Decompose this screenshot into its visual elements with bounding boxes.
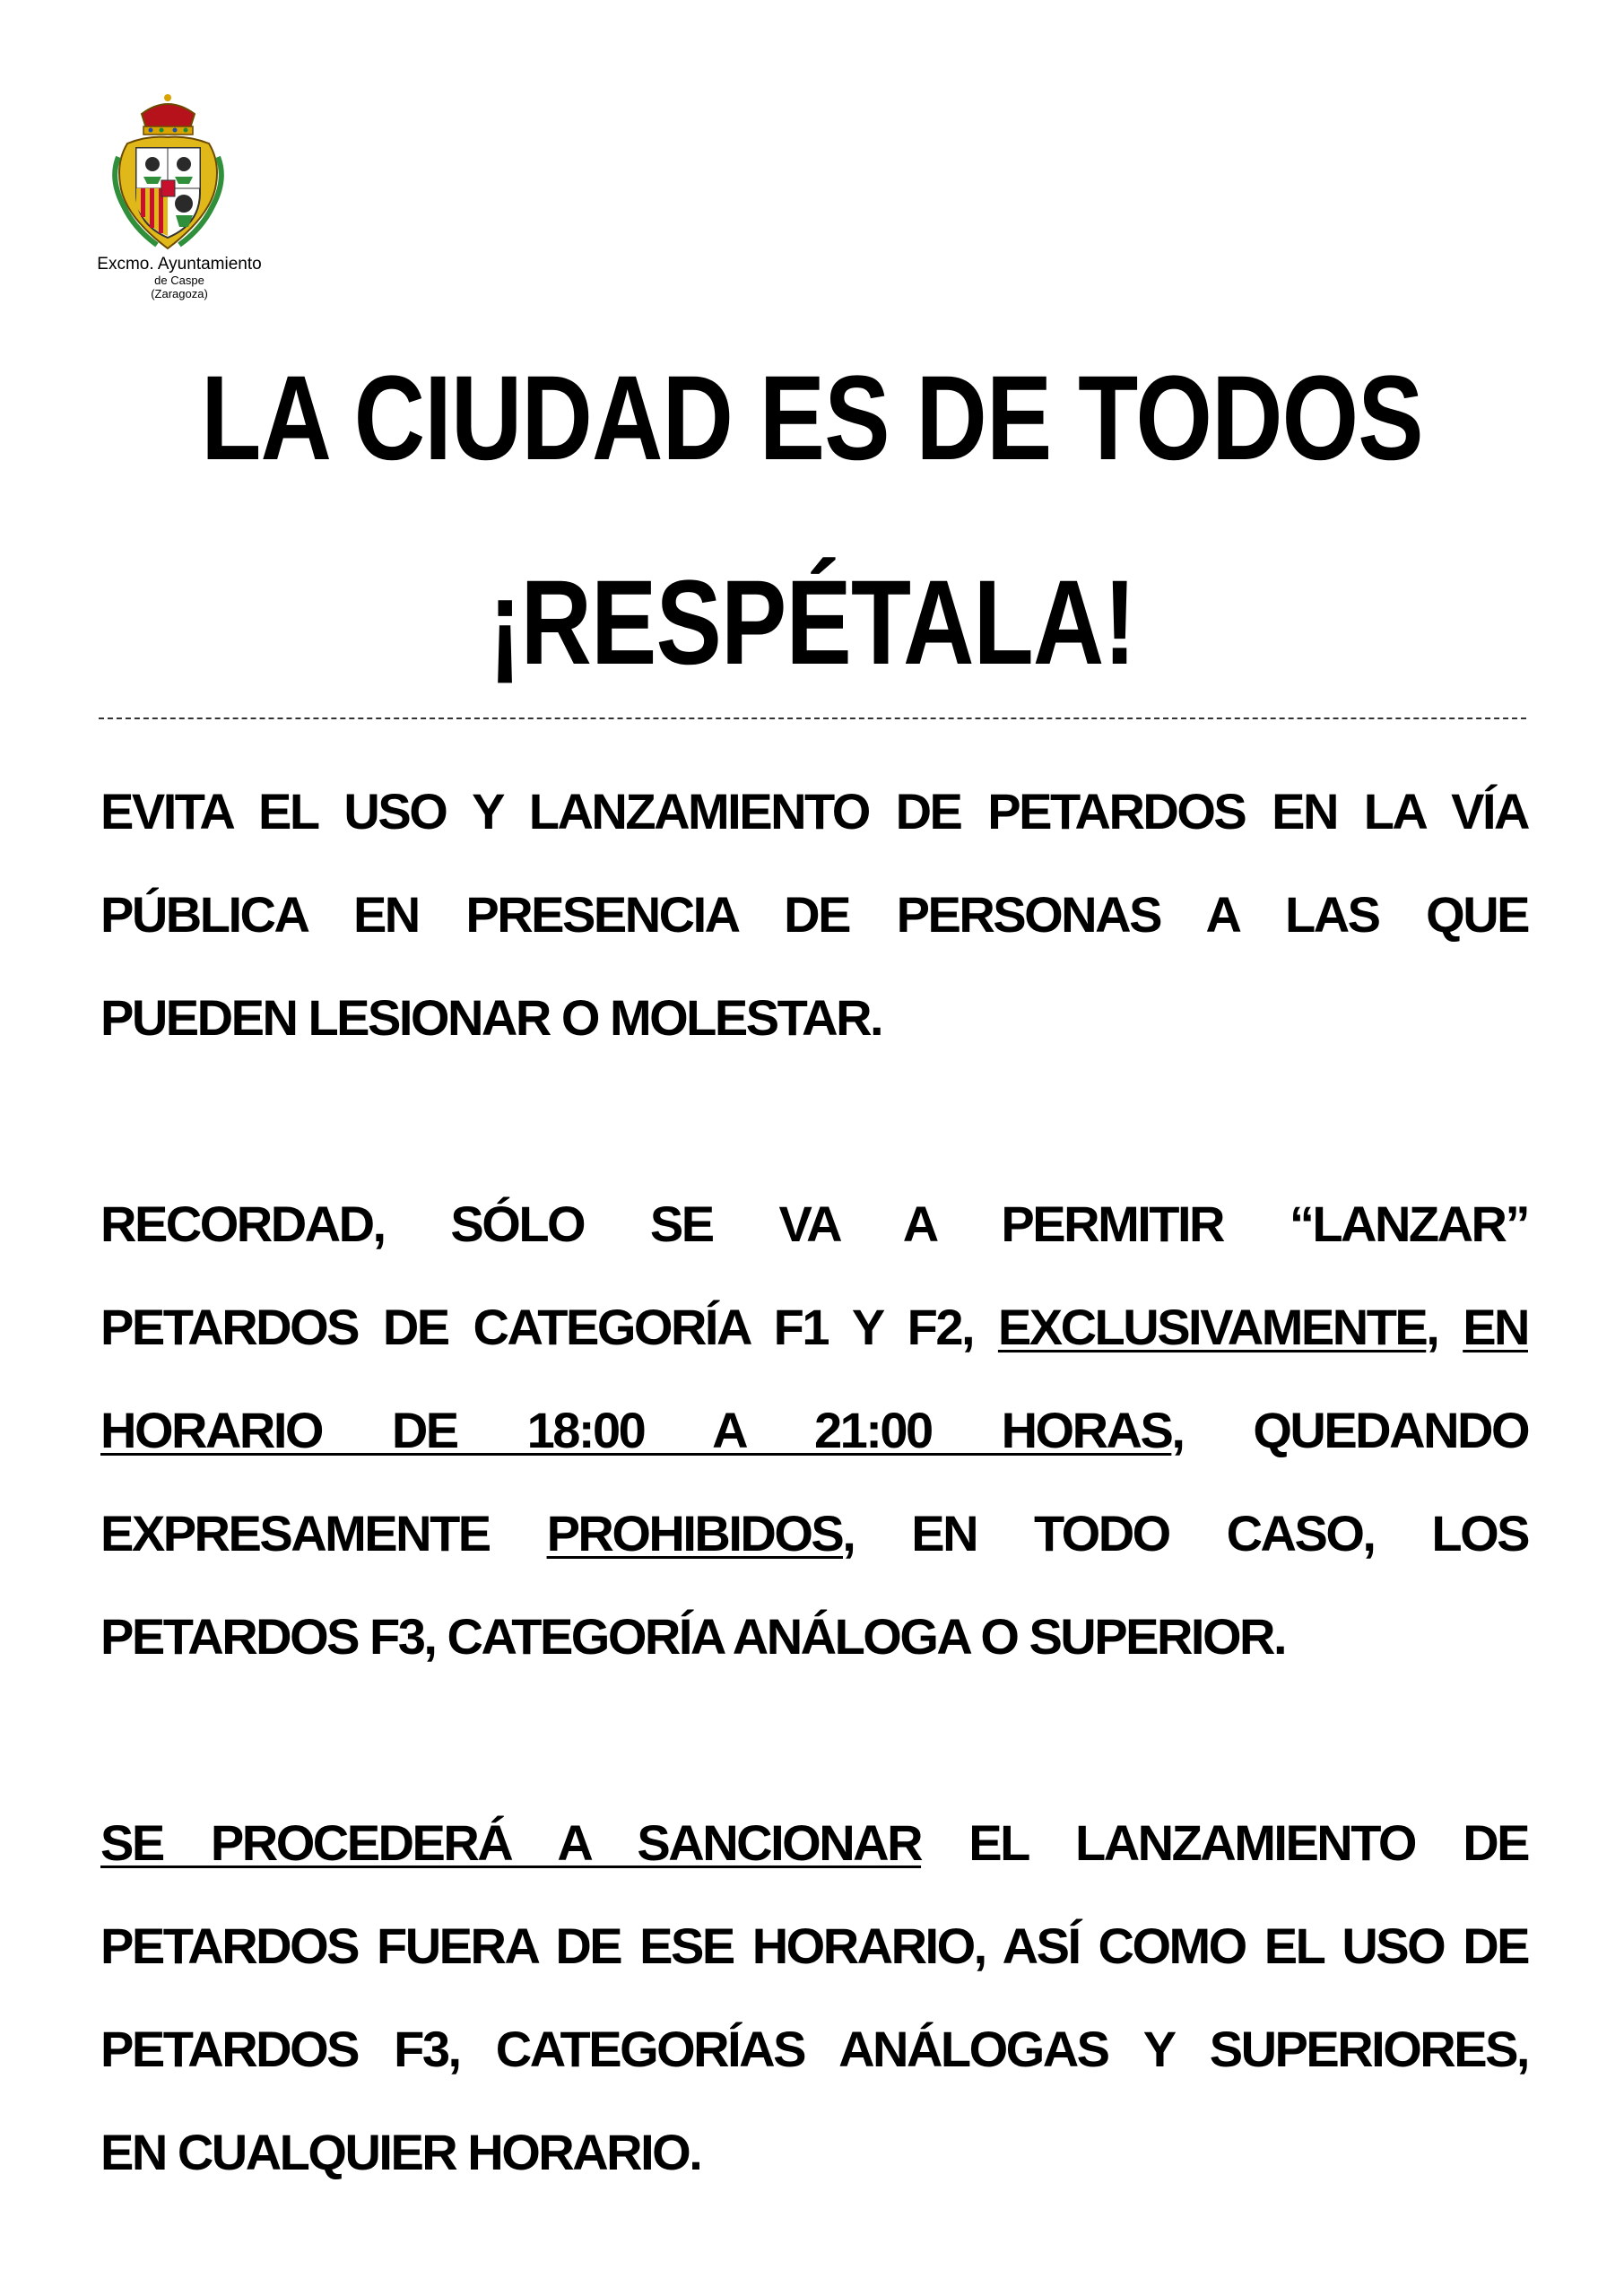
paragraph-1-line-1: EVITA EL USO Y LANZAMIENTO DE PETARDOS EN LA VÍA — [100, 783, 1528, 839]
emphasis-horario: HORARIO DE 18:00 A 21:00 HORAS — [100, 1402, 1172, 1458]
paragraph-3-line-3: PETARDOS F3, CATEGORÍAS ANÁLOGAS Y SUPERIORES, — [100, 2021, 1528, 2077]
paragraph-1 — [100, 760, 1528, 1069]
paragraph-2-line-4-text: EXPRESAMENTE — [100, 1505, 547, 1561]
paragraph-1-line-2: PÚBLICA EN PRESENCIA DE PERSONAS A LAS QUE — [100, 886, 1528, 943]
emphasis-exclusivamente: EXCLUSIVAMENTE — [997, 1299, 1427, 1355]
org-line-1: Excmo. Ayuntamiento — [97, 255, 262, 274]
paragraph-1-line-3: PUEDEN LESIONAR O MOLESTAR. — [100, 989, 882, 1046]
coat-of-arms-icon — [108, 94, 229, 256]
paragraph-2-line-1: RECORDAD, SÓLO SE VA A PERMITIR “LANZAR” — [100, 1196, 1528, 1252]
paragraph-2-line-5: PETARDOS F3, CATEGORÍA ANÁLOGA O SUPERIOR. — [100, 1608, 1286, 1665]
org-line-3: (Zaragoza) — [151, 286, 208, 300]
paragraph-3 — [100, 1791, 1528, 2204]
paragraph-2-line-4-rest: EN TODO CASO, LOS — [854, 1505, 1529, 1561]
paragraph-2-line-3-text: , QUEDANDO — [1171, 1402, 1529, 1458]
paragraph-2-line-2-comma: , — [1426, 1299, 1463, 1355]
paragraph-2-line-3 — [100, 1378, 1528, 1482]
paragraph-3-line-1 — [100, 1791, 1528, 1894]
paragraph-3-line-4: EN CUALQUIER HORARIO. — [100, 2124, 701, 2180]
dashed-divider — [99, 718, 1526, 719]
paragraph-3-line-2: PETARDOS FUERA DE ESE HORARIO, ASÍ COMO EL USO DE — [100, 1918, 1528, 1974]
organization-name — [81, 255, 278, 301]
emphasis-sancionar: SE PROCEDERÁ A SANCIONAR — [100, 1814, 922, 1871]
paragraph-3-line-1-text: EL LANZAMIENTO DE — [921, 1814, 1528, 1871]
paragraph-2-line-2-text: PETARDOS DE CATEGORÍA F1 Y F2, — [100, 1299, 998, 1355]
org-line-2: de Caspe — [154, 273, 204, 287]
paragraph-2-line-2 — [100, 1275, 1528, 1378]
paragraph-2 — [100, 1172, 1528, 1688]
headline-line-1: LA CIUDAD ES DE TODOS — [201, 352, 1423, 485]
emphasis-prohibidos: PROHIBIDOS, — [546, 1505, 855, 1561]
emphasis-en: EN — [1463, 1299, 1528, 1355]
paragraph-2-line-4 — [100, 1482, 1528, 1585]
headline-line-2: ¡RESPÉTALA! — [488, 556, 1136, 690]
